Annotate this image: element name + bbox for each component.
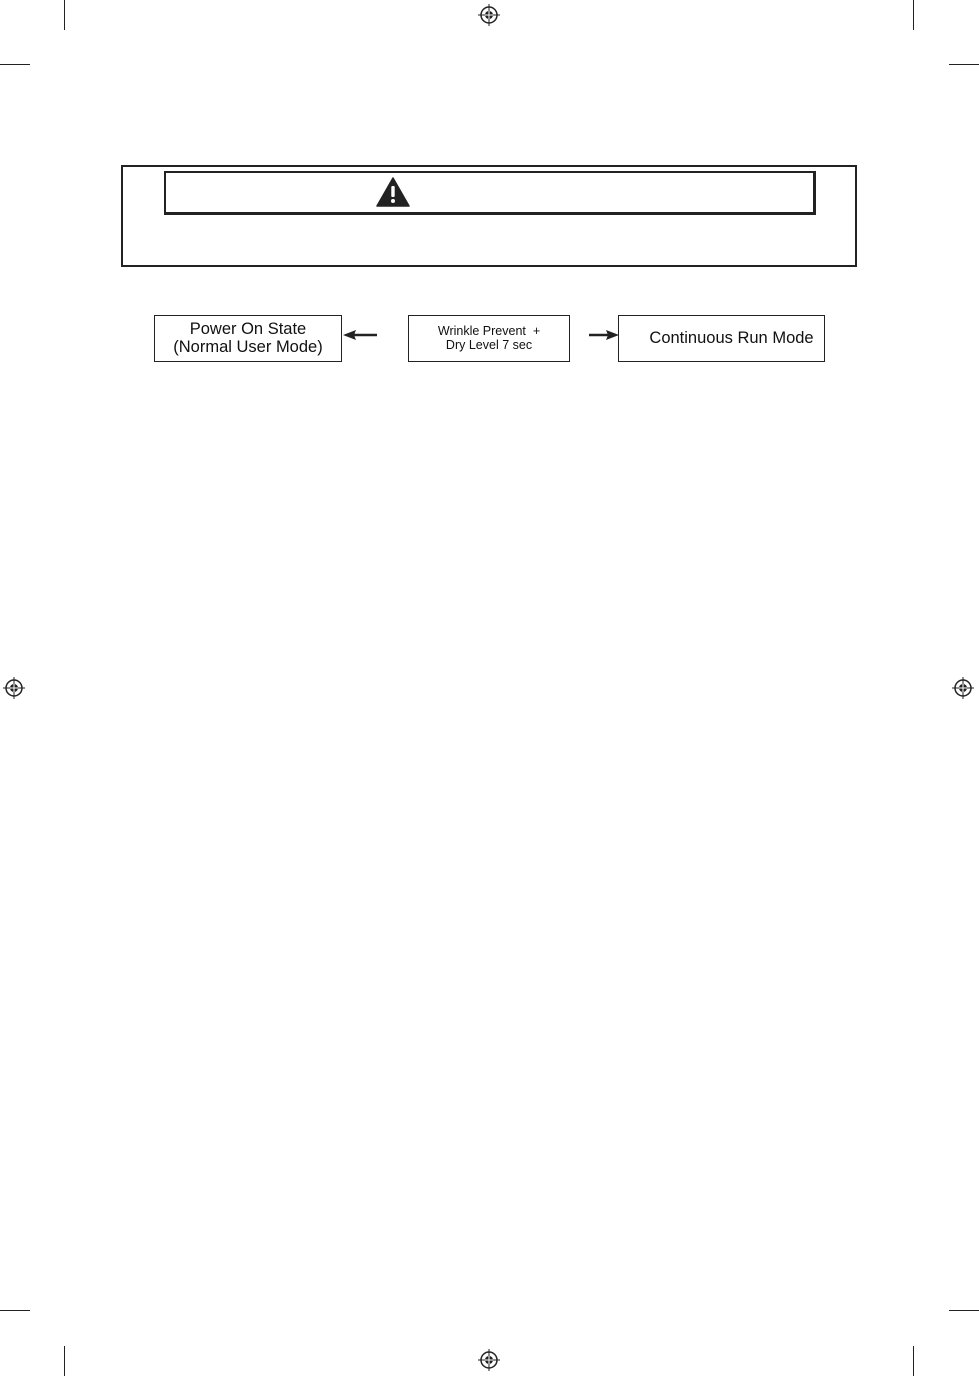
power-on-state-box [154, 315, 342, 362]
crop-mark-bottom-right-vertical [913, 1346, 914, 1376]
crop-mark-bottom-left-horizontal [0, 1310, 30, 1311]
arrow-right-icon [588, 328, 620, 342]
registration-mark-right-icon [952, 677, 974, 699]
continuous-run-mode-box [618, 315, 825, 362]
crop-mark-bottom-right-horizontal [949, 1310, 979, 1311]
dry-level-line2: Dry Level 7 sec [445, 337, 533, 352]
crop-mark-top-right-horizontal [949, 64, 979, 65]
warning-header-bar [164, 171, 816, 215]
wrinkle-prevent-dry-level-box [408, 315, 570, 362]
crop-mark-bottom-left-vertical [64, 1346, 65, 1376]
power-on-state-line1: Power On State [189, 320, 307, 339]
registration-mark-left-icon [3, 677, 25, 699]
wrinkle-prevent-line1: Wrinkle Prevent + [437, 324, 541, 339]
warning-triangle-icon [376, 177, 410, 207]
crop-mark-top-right-vertical [913, 0, 914, 30]
crop-mark-top-left-vertical [64, 0, 65, 30]
power-on-state-line2: (Normal User Mode) [173, 337, 323, 356]
arrow-left-icon [342, 328, 378, 342]
registration-mark-bottom-icon [478, 1349, 500, 1371]
continuous-run-mode-label: Continuous Run Mode [649, 328, 814, 347]
crop-mark-top-left-horizontal [0, 64, 30, 65]
registration-mark-top-icon [478, 4, 500, 26]
